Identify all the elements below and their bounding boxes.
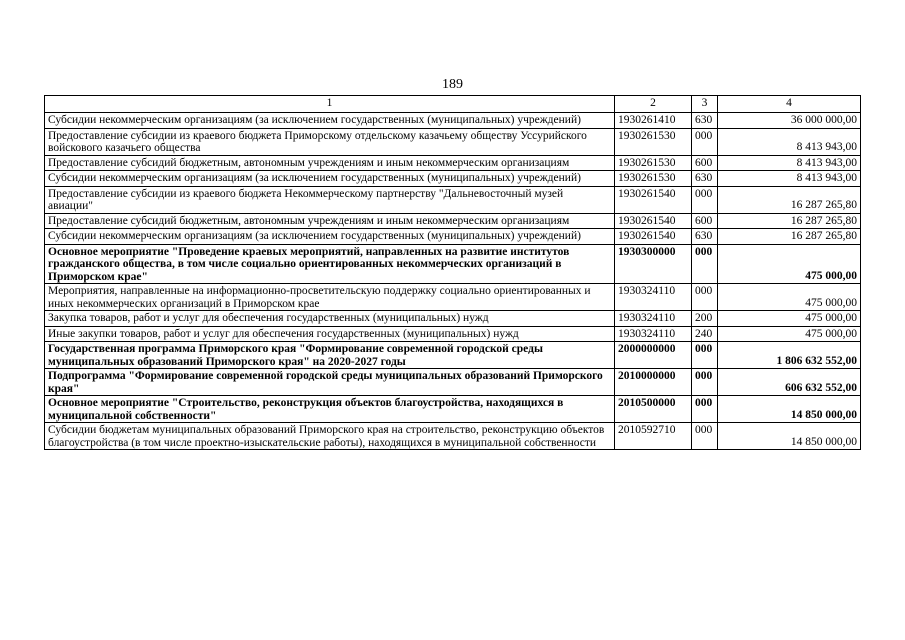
row-amount-cell: 1 806 632 552,00 bbox=[718, 342, 861, 369]
row-amount-cell: 16 287 265,80 bbox=[718, 186, 861, 213]
row-name-cell: Предоставление субсидий бюджетным, автономным учреждениям и иным некоммерческим организациям bbox=[45, 213, 615, 229]
row-type-cell: 000 bbox=[692, 186, 718, 213]
table-row bbox=[45, 284, 861, 311]
row-type-cell: 000 bbox=[692, 369, 718, 396]
table-row bbox=[45, 155, 861, 171]
column-header-name: 1 bbox=[45, 96, 615, 113]
row-type-cell: 200 bbox=[692, 311, 718, 327]
row-name-cell: Основное мероприятие "Проведение краевых мероприятий, направленных на развитие институтов гражданского общества, в том числе социально ориентированных некоммерческих организаций в Приморском крае" bbox=[45, 244, 615, 284]
page-number: 189 bbox=[442, 77, 463, 92]
row-type-cell: 630 bbox=[692, 113, 718, 129]
row-amount-cell: 8 413 943,00 bbox=[718, 171, 861, 187]
row-name-cell: Субсидии некоммерческим организациям (за исключением государственных (муниципальных) учреждений) bbox=[45, 171, 615, 187]
row-code-cell: 1930324110 bbox=[615, 311, 692, 327]
table-row bbox=[45, 396, 861, 423]
table-row bbox=[45, 128, 861, 155]
row-code-cell: 1930261530 bbox=[615, 128, 692, 155]
table-row bbox=[45, 244, 861, 284]
table-row bbox=[45, 229, 861, 245]
row-type-cell: 000 bbox=[692, 244, 718, 284]
row-code-cell: 1930261540 bbox=[615, 186, 692, 213]
row-name-cell: Субсидии некоммерческим организациям (за исключением государственных (муниципальных) учреждений) bbox=[45, 229, 615, 245]
row-name-cell: Мероприятия, направленные на информационно-просветительскую поддержку социально ориентированных и иных некоммерческих организаций в Приморском крае bbox=[45, 284, 615, 311]
budget-table bbox=[44, 95, 861, 450]
row-name-cell: Предоставление субсидии из краевого бюджета Приморскому отдельскому казачьему обществу Уссурийского войскового казачьего общества bbox=[45, 128, 615, 155]
row-code-cell: 2000000000 bbox=[615, 342, 692, 369]
row-amount-cell: 16 287 265,80 bbox=[718, 213, 861, 229]
row-code-cell: 2010592710 bbox=[615, 423, 692, 450]
row-type-cell: 600 bbox=[692, 213, 718, 229]
column-header-code: 2 bbox=[615, 96, 692, 113]
row-amount-cell: 14 850 000,00 bbox=[718, 396, 861, 423]
row-code-cell: 1930300000 bbox=[615, 244, 692, 284]
row-code-cell: 2010000000 bbox=[615, 369, 692, 396]
row-amount-cell: 14 850 000,00 bbox=[718, 423, 861, 450]
row-name-cell: Субсидии бюджетам муниципальных образований Приморского края на строительство, реконструкцию объектов благоустройства (в том числе проектно-изыскательские работы), находящихся в муниципальной собственности bbox=[45, 423, 615, 450]
row-name-cell: Иные закупки товаров, работ и услуг для обеспечения государственных (муниципальных) нужд bbox=[45, 326, 615, 342]
row-type-cell: 000 bbox=[692, 128, 718, 155]
row-amount-cell: 606 632 552,00 bbox=[718, 369, 861, 396]
column-header-type: 3 bbox=[692, 96, 718, 113]
row-type-cell: 000 bbox=[692, 342, 718, 369]
row-amount-cell: 8 413 943,00 bbox=[718, 128, 861, 155]
row-amount-cell: 475 000,00 bbox=[718, 311, 861, 327]
row-code-cell: 2010500000 bbox=[615, 396, 692, 423]
row-amount-cell: 475 000,00 bbox=[718, 284, 861, 311]
row-name-cell: Государственная программа Приморского края "Формирование современной городской среды муниципальных образований Приморского края" на 2020-2027 годы bbox=[45, 342, 615, 369]
table-row bbox=[45, 369, 861, 396]
table-row bbox=[45, 113, 861, 129]
row-type-cell: 000 bbox=[692, 396, 718, 423]
row-name-cell: Подпрограмма "Формирование современной городской среды муниципальных образований Приморского края" bbox=[45, 369, 615, 396]
row-code-cell: 1930324110 bbox=[615, 284, 692, 311]
row-name-cell: Субсидии некоммерческим организациям (за исключением государственных (муниципальных) учреждений) bbox=[45, 113, 615, 129]
row-amount-cell: 8 413 943,00 bbox=[718, 155, 861, 171]
row-amount-cell: 475 000,00 bbox=[718, 326, 861, 342]
table-row bbox=[45, 326, 861, 342]
row-amount-cell: 16 287 265,80 bbox=[718, 229, 861, 245]
row-type-cell: 600 bbox=[692, 155, 718, 171]
table-row bbox=[45, 186, 861, 213]
row-name-cell: Предоставление субсидий бюджетным, автономным учреждениям и иным некоммерческим организациям bbox=[45, 155, 615, 171]
row-code-cell: 1930261410 bbox=[615, 113, 692, 129]
row-code-cell: 1930324110 bbox=[615, 326, 692, 342]
table-row bbox=[45, 213, 861, 229]
row-name-cell: Предоставление субсидии из краевого бюджета Некоммерческому партнерству "Дальневосточный музей авиации" bbox=[45, 186, 615, 213]
row-code-cell: 1930261530 bbox=[615, 171, 692, 187]
row-code-cell: 1930261540 bbox=[615, 229, 692, 245]
row-type-cell: 240 bbox=[692, 326, 718, 342]
table-row bbox=[45, 342, 861, 369]
row-name-cell: Основное мероприятие "Строительство, реконструкция объектов благоустройства, находящихся в муниципальной собственности" bbox=[45, 396, 615, 423]
row-code-cell: 1930261540 bbox=[615, 213, 692, 229]
table-body bbox=[45, 113, 861, 450]
row-type-cell: 630 bbox=[692, 229, 718, 245]
row-amount-cell: 475 000,00 bbox=[718, 244, 861, 284]
row-name-cell: Закупка товаров, работ и услуг для обеспечения государственных (муниципальных) нужд bbox=[45, 311, 615, 327]
table-row bbox=[45, 171, 861, 187]
column-header-amount: 4 bbox=[718, 96, 861, 113]
table-row bbox=[45, 311, 861, 327]
row-type-cell: 000 bbox=[692, 423, 718, 450]
row-type-cell: 630 bbox=[692, 171, 718, 187]
row-type-cell: 000 bbox=[692, 284, 718, 311]
table-row bbox=[45, 423, 861, 450]
row-code-cell: 1930261530 bbox=[615, 155, 692, 171]
row-amount-cell: 36 000 000,00 bbox=[718, 113, 861, 129]
header-row bbox=[45, 96, 861, 113]
